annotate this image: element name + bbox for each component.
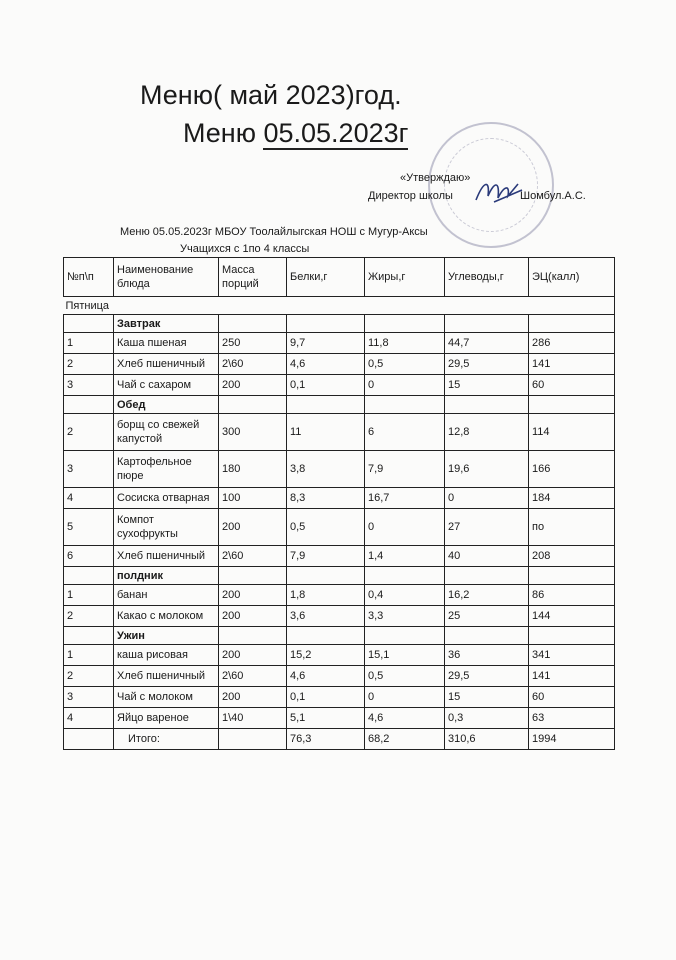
dish-protein: 15,2: [287, 645, 365, 666]
section-empty-cell: [529, 627, 615, 645]
dish-carbs: 15: [445, 375, 529, 396]
dish-energy: 114: [529, 414, 615, 451]
dish-name: Сосиска отварная: [114, 488, 219, 509]
table-row: [64, 645, 615, 666]
subtitle-date: 05.05.2023г: [263, 118, 409, 148]
section-empty-cell: [365, 315, 445, 333]
dish-energy: 341: [529, 645, 615, 666]
dish-fat: 0,5: [365, 666, 445, 687]
dish-fat: 0: [365, 375, 445, 396]
dish-name: Каша пшеная: [114, 333, 219, 354]
dish-fat: 16,7: [365, 488, 445, 509]
table-row: [64, 687, 615, 708]
section-num: [64, 567, 114, 585]
dish-mass: 2\60: [219, 546, 287, 567]
page-title: Меню( май 2023)год.: [140, 80, 402, 110]
section-row: [64, 627, 615, 645]
row-num: 3: [64, 375, 114, 396]
dish-mass: 200: [219, 375, 287, 396]
dish-energy: 144: [529, 606, 615, 627]
dish-carbs: 15: [445, 687, 529, 708]
row-num: 3: [64, 687, 114, 708]
col-carbs: Углеводы,г: [445, 258, 529, 297]
dish-fat: 0,5: [365, 354, 445, 375]
menu-caption: Меню 05.05.2023г МБОУ Тоолайлыгская НОШ с Мугур-Аксы: [120, 226, 428, 238]
table-row: [64, 451, 615, 488]
section-name: Ужин: [114, 627, 219, 645]
dish-carbs: 29,5: [445, 666, 529, 687]
dish-protein: 0,5: [287, 509, 365, 546]
dish-fat: 1,4: [365, 546, 445, 567]
section-row: [64, 567, 615, 585]
dish-energy: 166: [529, 451, 615, 488]
subtitle-prefix: Меню: [183, 118, 264, 148]
total-row: [64, 729, 615, 750]
dish-name: каша рисовая: [114, 645, 219, 666]
row-num: 1: [64, 585, 114, 606]
dish-mass: 200: [219, 645, 287, 666]
dish-protein: 9,7: [287, 333, 365, 354]
dish-protein: 4,6: [287, 666, 365, 687]
table-row: [64, 414, 615, 451]
dish-fat: 15,1: [365, 645, 445, 666]
dish-mass: 300: [219, 414, 287, 451]
total-protein: 76,3: [287, 729, 365, 750]
dish-carbs: 16,2: [445, 585, 529, 606]
dish-mass: 250: [219, 333, 287, 354]
dish-carbs: 19,6: [445, 451, 529, 488]
total-num: [64, 729, 114, 750]
total-label: Итого:: [114, 729, 219, 750]
total-mass: [219, 729, 287, 750]
dish-carbs: 12,8: [445, 414, 529, 451]
row-num: 1: [64, 645, 114, 666]
section-empty-cell: [287, 567, 365, 585]
section-empty-cell: [287, 315, 365, 333]
dish-protein: 7,9: [287, 546, 365, 567]
table-row: [64, 666, 615, 687]
dish-name: Хлеб пшеничный: [114, 354, 219, 375]
dish-protein: 8,3: [287, 488, 365, 509]
dish-energy: 208: [529, 546, 615, 567]
day-label: Пятница: [64, 297, 615, 315]
section-num: [64, 396, 114, 414]
col-name: Наименование блюда: [114, 258, 219, 297]
table-header: [64, 258, 615, 297]
row-num: 2: [64, 414, 114, 451]
dish-energy: 286: [529, 333, 615, 354]
section-empty-cell: [529, 567, 615, 585]
dish-name: Хлеб пшеничный: [114, 666, 219, 687]
section-empty-cell: [445, 627, 529, 645]
row-num: 5: [64, 509, 114, 546]
dish-mass: 180: [219, 451, 287, 488]
section-empty-cell: [365, 567, 445, 585]
section-empty-cell: [287, 627, 365, 645]
dish-carbs: 0,3: [445, 708, 529, 729]
section-num: [64, 627, 114, 645]
row-num: 6: [64, 546, 114, 567]
day-row: [64, 297, 615, 315]
dish-energy: 184: [529, 488, 615, 509]
dish-carbs: 36: [445, 645, 529, 666]
table-row: [64, 509, 615, 546]
dish-protein: 0,1: [287, 687, 365, 708]
row-num: 4: [64, 488, 114, 509]
section-empty-cell: [445, 567, 529, 585]
section-name: полдник: [114, 567, 219, 585]
section-empty-cell: [445, 396, 529, 414]
dish-protein: 5,1: [287, 708, 365, 729]
dish-energy: по: [529, 509, 615, 546]
director-name: Шомбул.А.С.: [520, 190, 586, 202]
dish-carbs: 0: [445, 488, 529, 509]
section-empty-cell: [365, 627, 445, 645]
dish-mass: 2\60: [219, 354, 287, 375]
section-empty-cell: [445, 315, 529, 333]
row-num: 4: [64, 708, 114, 729]
dish-carbs: 29,5: [445, 354, 529, 375]
menu-table: [63, 257, 615, 750]
dish-fat: 11,8: [365, 333, 445, 354]
table-row: [64, 375, 615, 396]
section-empty-cell: [219, 315, 287, 333]
dish-protein: 3,6: [287, 606, 365, 627]
director-label: Директор школы: [368, 190, 453, 202]
dish-carbs: 25: [445, 606, 529, 627]
dish-fat: 0: [365, 687, 445, 708]
dish-name: Какао с молоком: [114, 606, 219, 627]
dish-energy: 141: [529, 666, 615, 687]
section-name: Завтрак: [114, 315, 219, 333]
dish-name: борщ со свежей капустой: [114, 414, 219, 451]
dish-name: банан: [114, 585, 219, 606]
col-energy: ЭЦ(калл): [529, 258, 615, 297]
dish-name: Хлеб пшеничный: [114, 546, 219, 567]
section-empty-cell: [219, 627, 287, 645]
col-protein: Белки,г: [287, 258, 365, 297]
dish-mass: 100: [219, 488, 287, 509]
section-empty-cell: [219, 567, 287, 585]
dish-protein: 3,8: [287, 451, 365, 488]
section-num: [64, 315, 114, 333]
dish-mass: 200: [219, 509, 287, 546]
section-empty-cell: [529, 396, 615, 414]
dish-fat: 0,4: [365, 585, 445, 606]
dish-energy: 60: [529, 687, 615, 708]
dish-mass: 200: [219, 585, 287, 606]
approve-label: «Утверждаю»: [400, 172, 471, 184]
page-subtitle: [183, 118, 408, 149]
table-row: [64, 585, 615, 606]
row-num: 3: [64, 451, 114, 488]
dish-fat: 7,9: [365, 451, 445, 488]
dish-fat: 3,3: [365, 606, 445, 627]
dish-fat: 6: [365, 414, 445, 451]
dish-fat: 0: [365, 509, 445, 546]
signature-icon: [474, 176, 524, 208]
dish-name: Чай с молоком: [114, 687, 219, 708]
table-row: [64, 488, 615, 509]
section-name: Обед: [114, 396, 219, 414]
row-num: 2: [64, 666, 114, 687]
dish-mass: 1\40: [219, 708, 287, 729]
dish-energy: 141: [529, 354, 615, 375]
dish-energy: 86: [529, 585, 615, 606]
dish-name: Компот сухофрукты: [114, 509, 219, 546]
dish-protein: 4,6: [287, 354, 365, 375]
total-energy: 1994: [529, 729, 615, 750]
dish-mass: 200: [219, 687, 287, 708]
total-fat: 68,2: [365, 729, 445, 750]
dish-fat: 4,6: [365, 708, 445, 729]
dish-carbs: 44,7: [445, 333, 529, 354]
table-row: [64, 708, 615, 729]
section-empty-cell: [287, 396, 365, 414]
section-row: [64, 315, 615, 333]
col-mass: Масса порций: [219, 258, 287, 297]
row-num: 2: [64, 354, 114, 375]
dish-protein: 0,1: [287, 375, 365, 396]
dish-energy: 60: [529, 375, 615, 396]
table-row: [64, 606, 615, 627]
section-empty-cell: [529, 315, 615, 333]
row-num: 2: [64, 606, 114, 627]
dish-mass: 200: [219, 606, 287, 627]
dish-name: Чай с сахаром: [114, 375, 219, 396]
dish-name: Яйцо вареное: [114, 708, 219, 729]
dish-protein: 11: [287, 414, 365, 451]
row-num: 1: [64, 333, 114, 354]
section-empty-cell: [219, 396, 287, 414]
col-num: №п\п: [64, 258, 114, 297]
table-row: [64, 546, 615, 567]
menu-audience: Учащихся с 1по 4 классы: [180, 243, 310, 255]
dish-mass: 2\60: [219, 666, 287, 687]
section-row: [64, 396, 615, 414]
dish-carbs: 27: [445, 509, 529, 546]
col-fat: Жиры,г: [365, 258, 445, 297]
table-row: [64, 354, 615, 375]
dish-protein: 1,8: [287, 585, 365, 606]
section-empty-cell: [365, 396, 445, 414]
dish-name: Картофельное пюре: [114, 451, 219, 488]
dish-carbs: 40: [445, 546, 529, 567]
table-row: [64, 333, 615, 354]
dish-energy: 63: [529, 708, 615, 729]
total-carbs: 310,6: [445, 729, 529, 750]
